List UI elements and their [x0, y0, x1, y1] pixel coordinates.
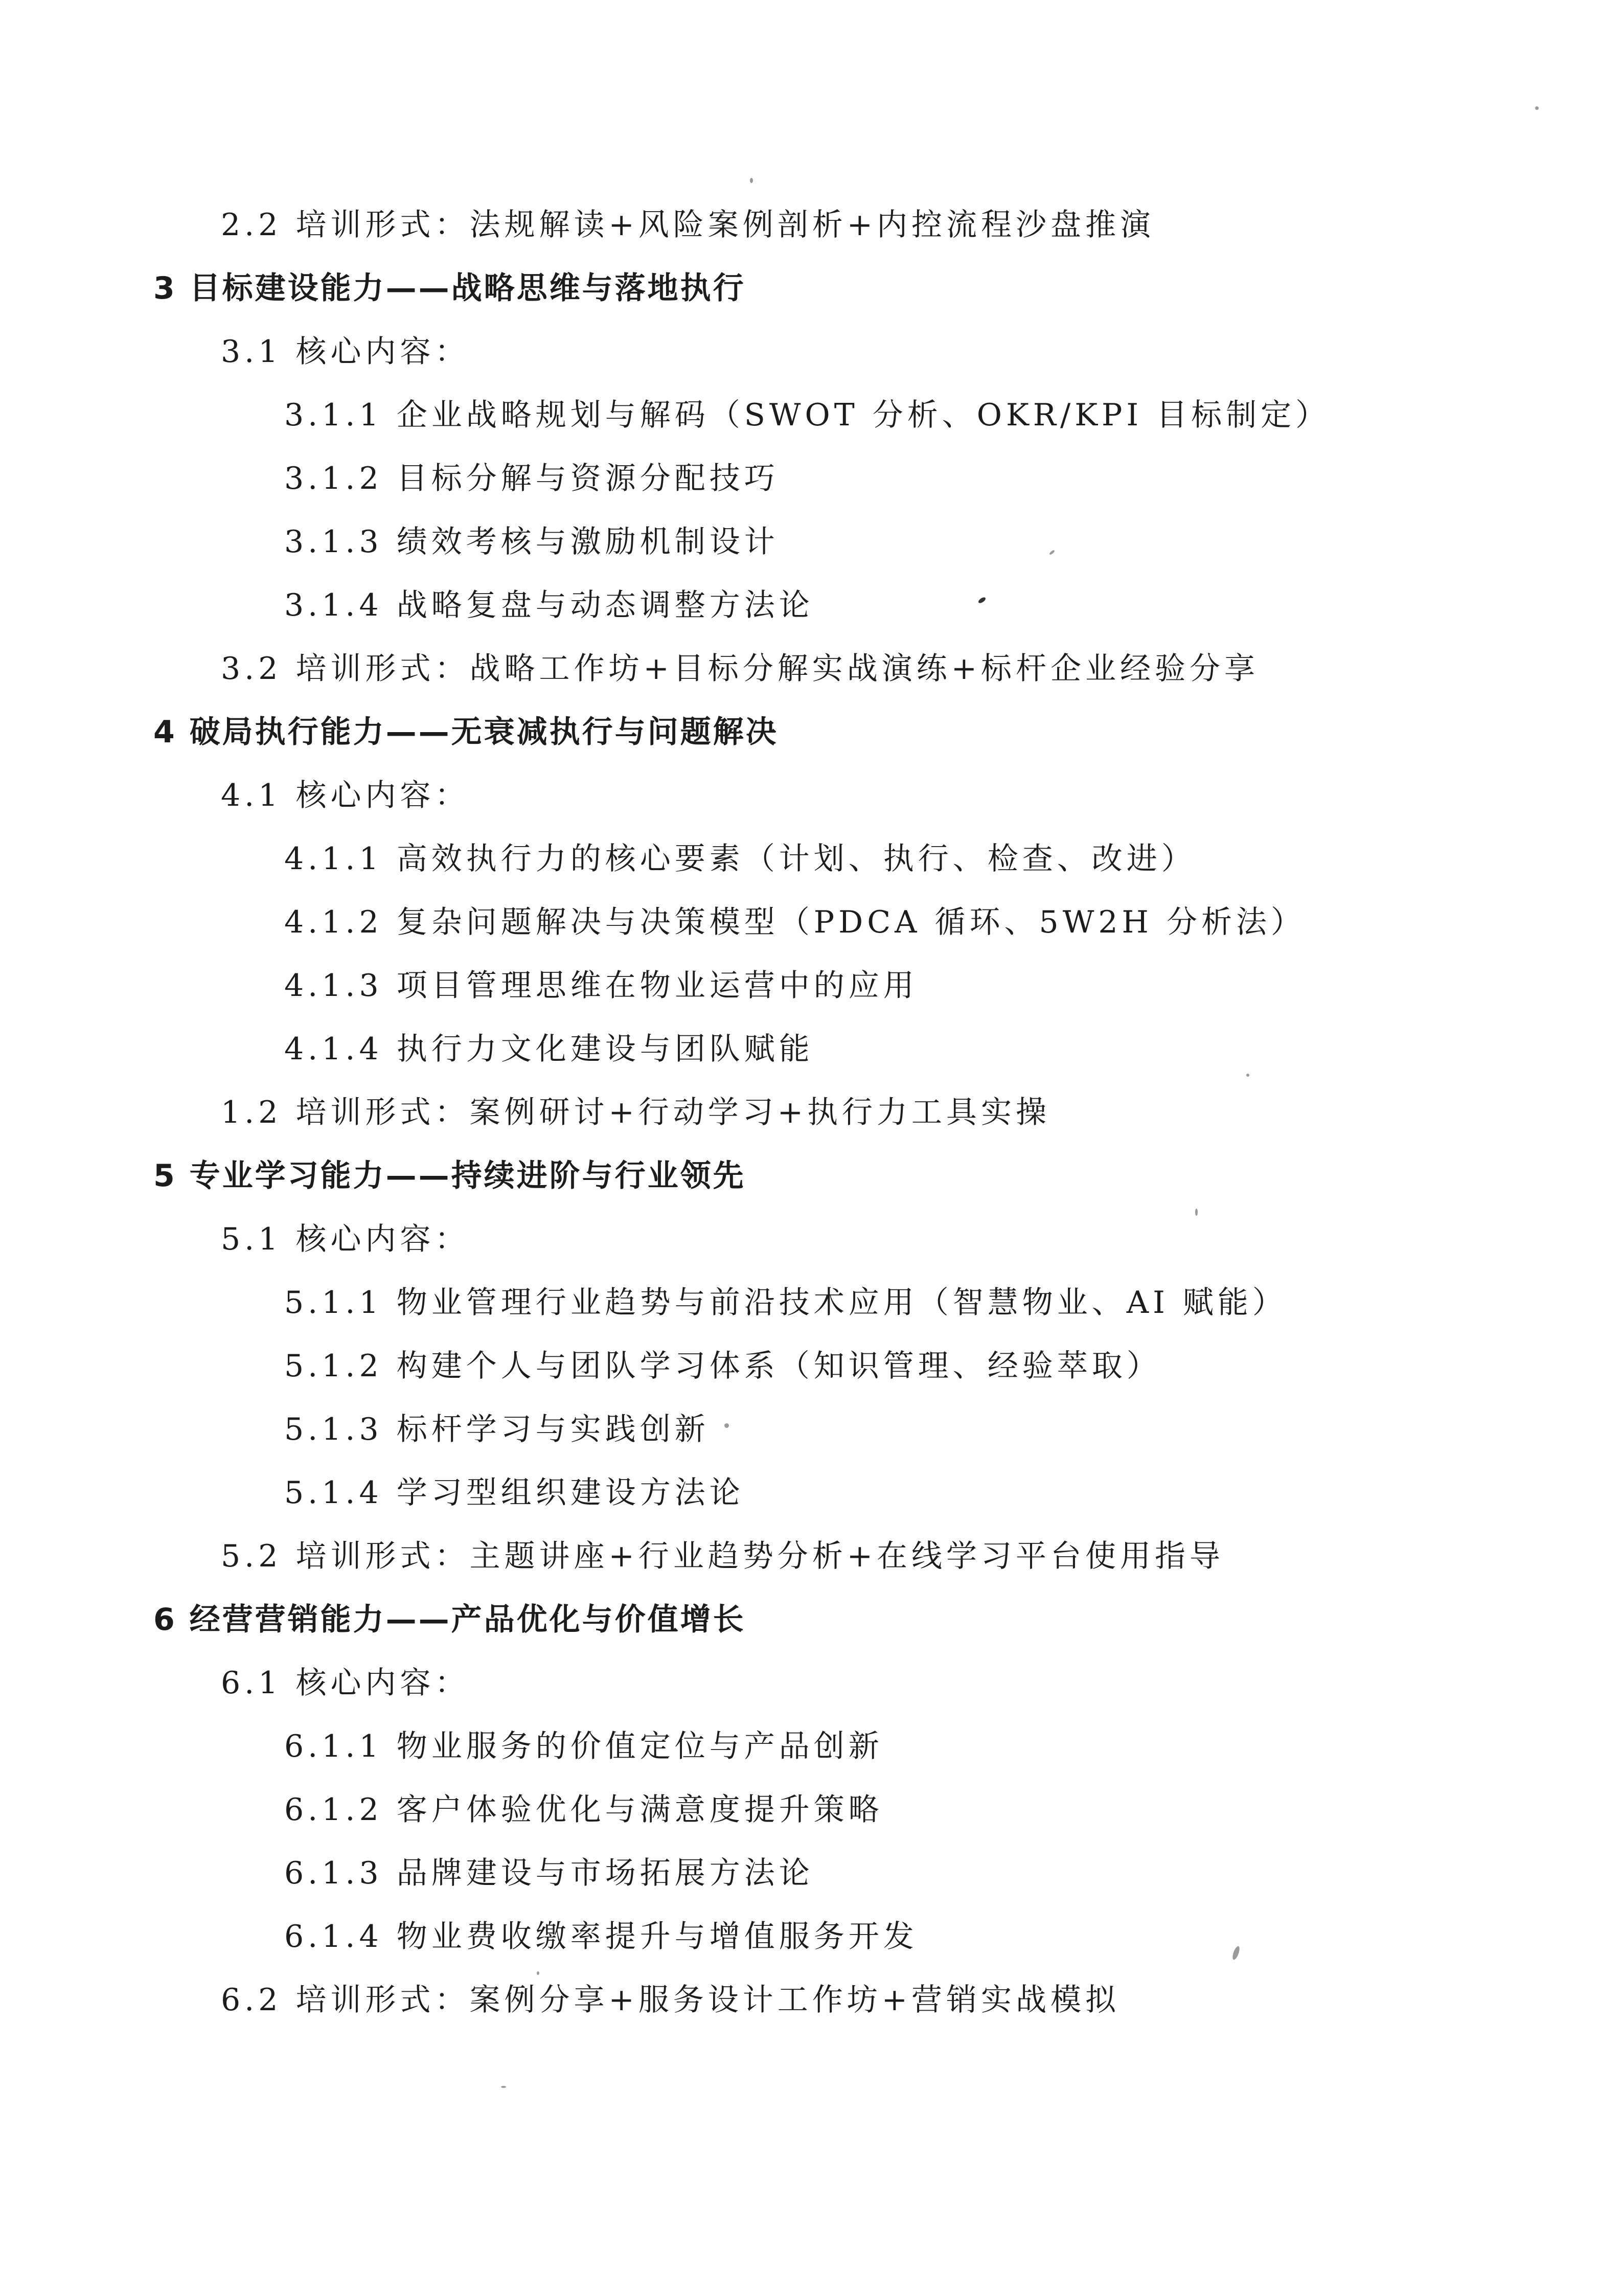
scan-speck: [1246, 1074, 1249, 1077]
core-content-6-1: 6.1 核心内容：: [221, 1665, 470, 1701]
item-6-1-4: 6.1.4 物业费收缴率提升与增值服务开发: [284, 1919, 918, 1954]
core-content-5-1: 5.1 核心内容：: [221, 1221, 470, 1257]
item-5-1-3: 5.1.3 标杆学习与实践创新: [284, 1412, 710, 1447]
item-4-1-2: 4.1.2 复杂问题解决与决策模型（PDCA 循环、5W2H 分析法）: [284, 904, 1306, 940]
item-4-1-4: 4.1.4 执行力文化建设与团队赋能: [284, 1031, 814, 1067]
training-format-6-2: 6.2 培训形式：案例分享+服务设计工作坊+营销实战模拟: [221, 1982, 1121, 2018]
scan-speck: [1231, 1945, 1241, 1961]
item-4-1-3: 4.1.3 项目管理思维在物业运营中的应用: [284, 968, 918, 1004]
section-4-heading: 4 破局执行能力——无衰减执行与问题解决: [153, 714, 779, 750]
training-format-3-2: 3.2 培训形式：战略工作坊+目标分解实战演练+标杆企业经验分享: [221, 651, 1260, 687]
scan-speck: [537, 1971, 539, 1975]
section-5-heading: 5 专业学习能力——持续进阶与行业领先: [153, 1158, 746, 1194]
item-6-1-1: 6.1.1 物业服务的价值定位与产品创新: [284, 1729, 883, 1764]
item-5-1-1: 5.1.1 物业管理行业趋势与前沿技术应用（智慧物业、AI 赋能）: [284, 1285, 1287, 1321]
item-6-1-3: 6.1.3 品牌建设与市场拓展方法论: [284, 1855, 814, 1891]
item-6-1-2: 6.1.2 客户体验优化与满意度提升策略: [284, 1792, 883, 1828]
item-3-1-2: 3.1.2 目标分解与资源分配技巧: [284, 461, 779, 496]
core-content-4-1: 4.1 核心内容：: [221, 778, 470, 813]
scan-speck: [1535, 106, 1539, 110]
scan-speck: [1195, 1209, 1198, 1216]
item-3-1-3: 3.1.3 绩效考核与激励机制设计: [284, 524, 779, 560]
training-format-5-2: 5.2 培训形式：主题讲座+行业趋势分析+在线学习平台使用指导: [221, 1538, 1225, 1574]
scan-speck: [724, 1423, 729, 1428]
item-5-1-2: 5.1.2 构建个人与团队学习体系（知识管理、经验萃取）: [284, 1348, 1161, 1384]
scan-speck: [501, 2086, 506, 2088]
item-4-1-1: 4.1.1 高效执行力的核心要素（计划、执行、检查、改进）: [284, 841, 1196, 877]
training-format-2-2: 2.2 培训形式：法规解读+风险案例剖析+内控流程沙盘推演: [221, 207, 1155, 243]
training-format-4-2: 1.2 培训形式：案例研讨+行动学习+执行力工具实操: [221, 1095, 1051, 1130]
item-3-1-4: 3.1.4 战略复盘与动态调整方法论: [284, 587, 814, 623]
item-5-1-4: 5.1.4 学习型组织建设方法论: [284, 1475, 744, 1511]
core-content-3-1: 3.1 核心内容：: [221, 334, 470, 370]
section-3-heading: 3 目标建设能力——战略思维与落地执行: [153, 270, 746, 306]
item-3-1-1: 3.1.1 企业战略规划与解码（SWOT 分析、OKR/KPI 目标制定）: [284, 397, 1331, 433]
scan-speck: [977, 596, 987, 604]
scan-speck: [750, 178, 753, 183]
section-6-heading: 6 经营营销能力——产品优化与价值增长: [153, 1602, 746, 1638]
scan-speck: [1049, 550, 1055, 556]
